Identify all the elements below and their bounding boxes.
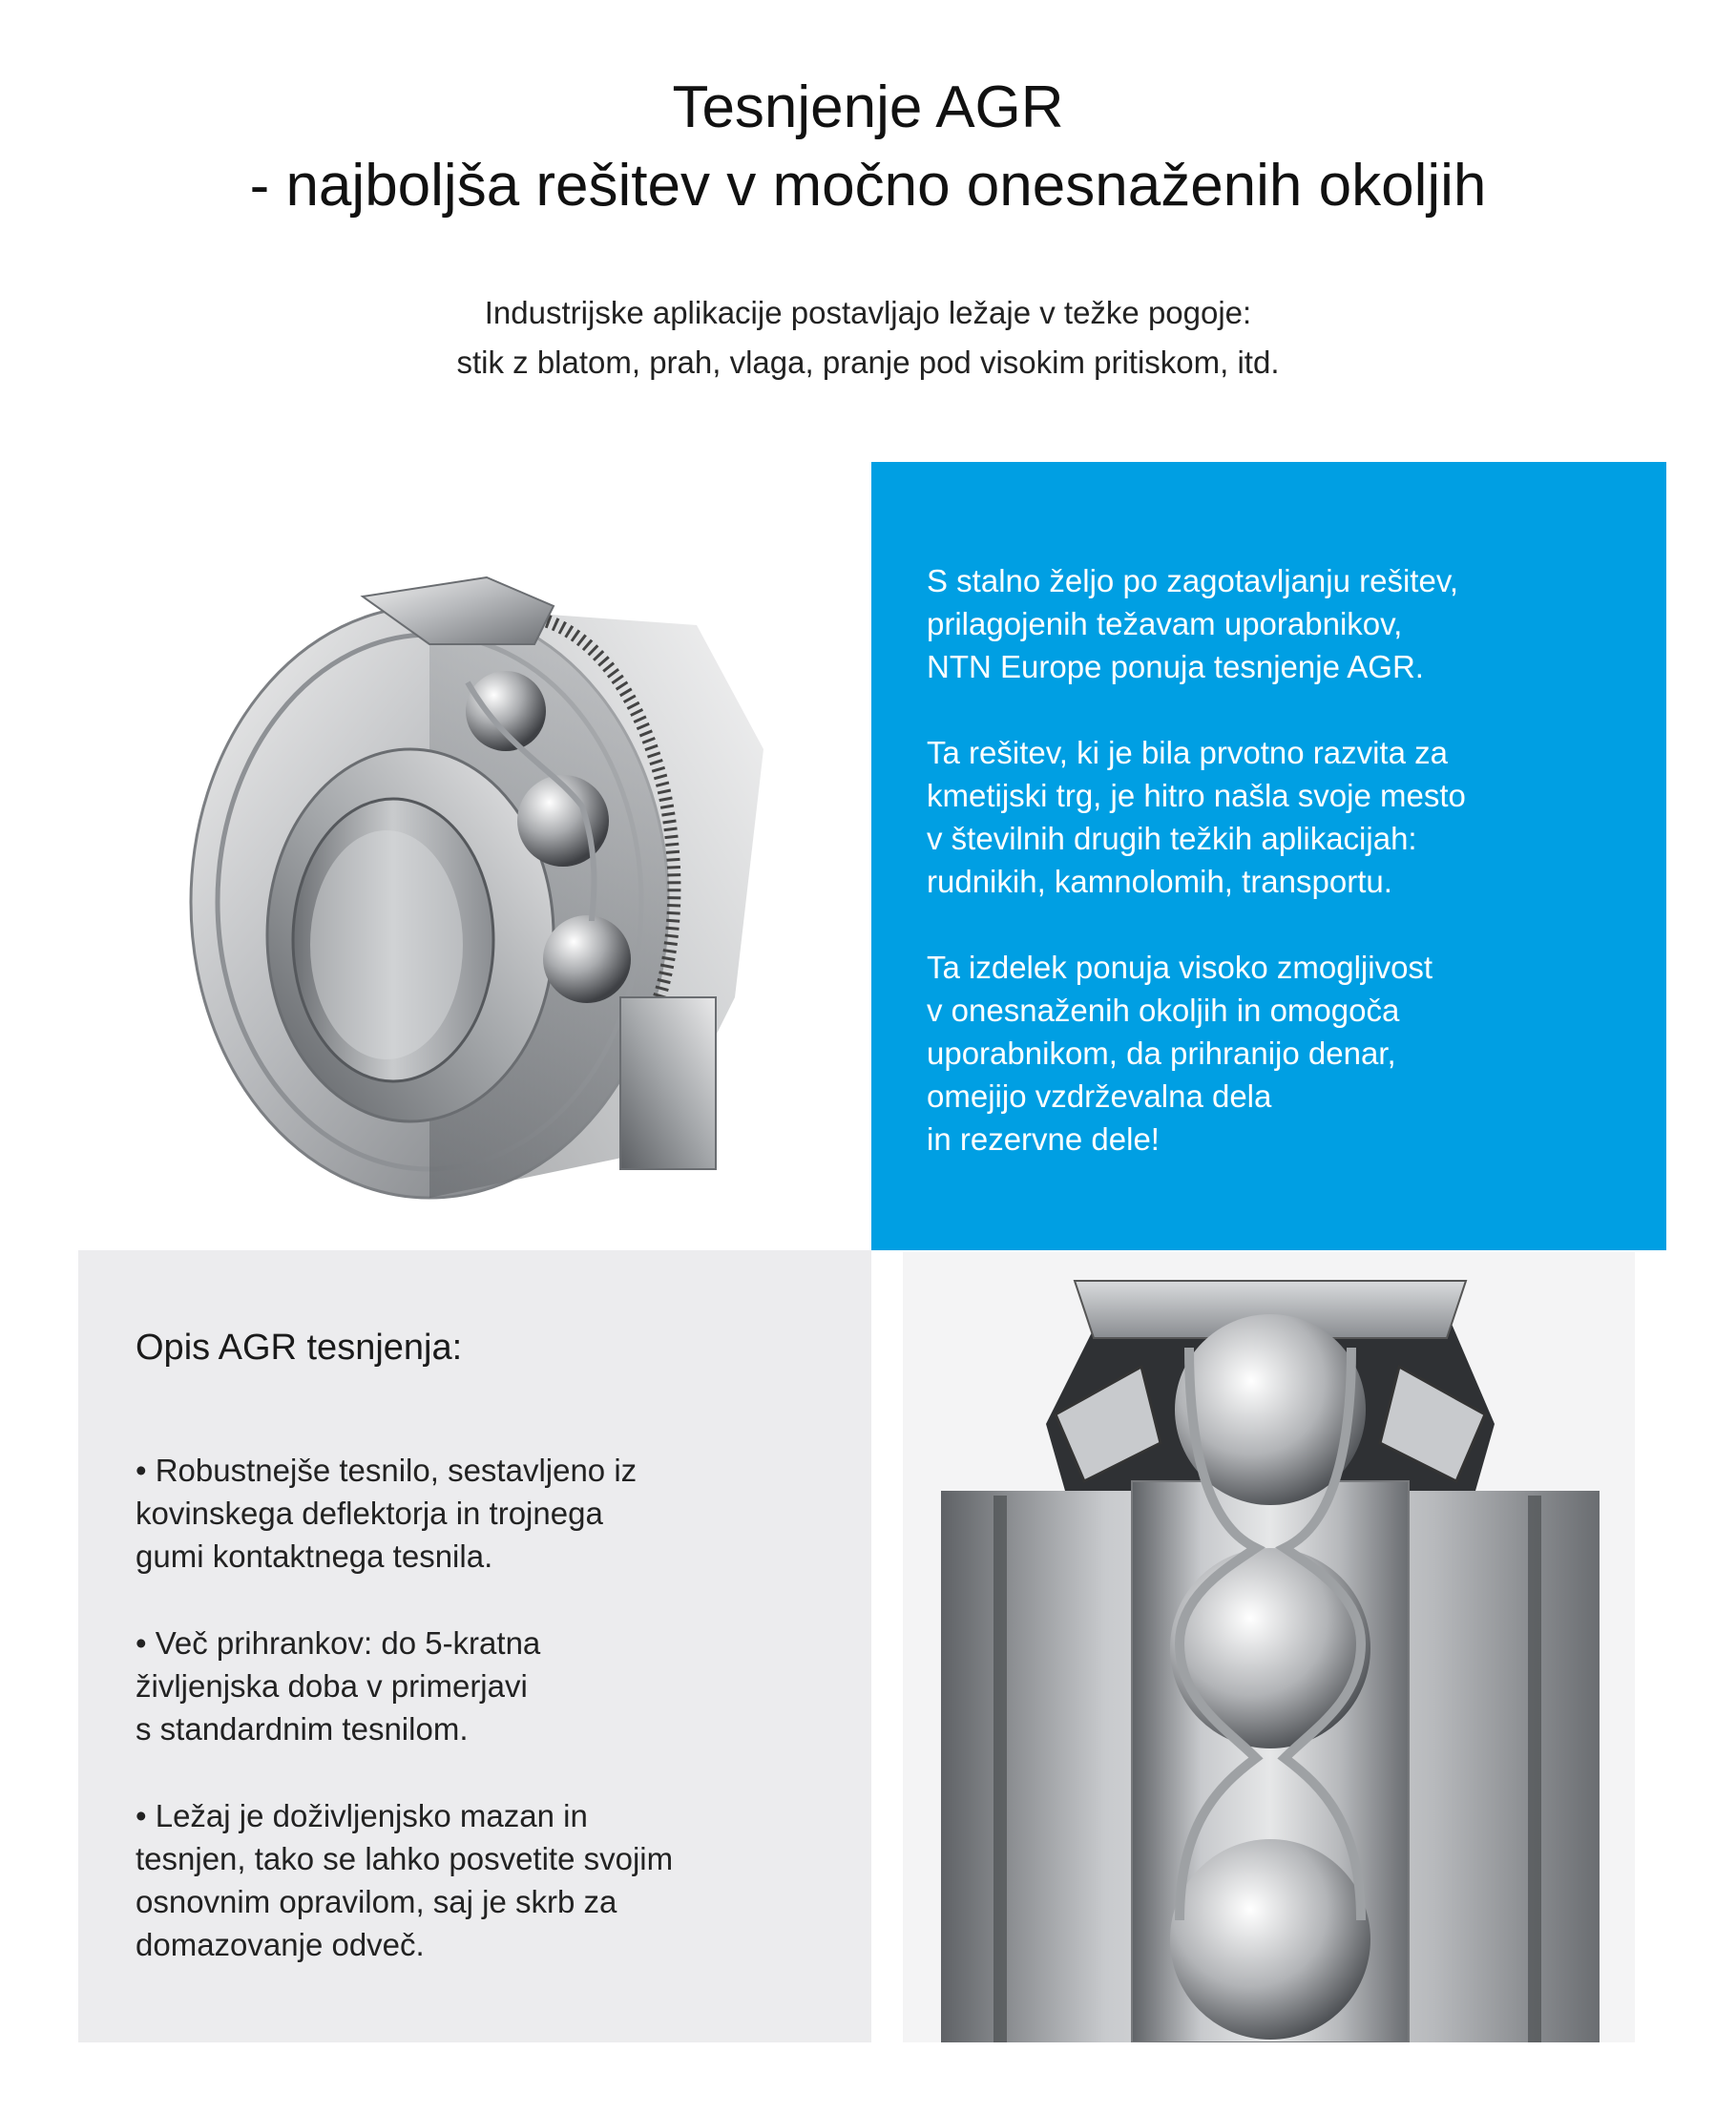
info-paragraph-1: S stalno željo po zagotavljanju rešitev, prilagojenih težavam uporabnikov, NTN Europe ponuja tesnjenje AGR. [927, 563, 1459, 684]
description-bullet-3: • Ležaj je doživljenjsko mazan in tesnjen, tako se lahko posvetite svojim osnovnim opravilom, saj je skrb za domazovanje odveč. [136, 1798, 674, 1962]
description-heading: Opis AGR tesnjenja: [136, 1328, 463, 1368]
bearing-unit-image [143, 463, 811, 1217]
info-paragraph-3: Ta izdelek ponuja visoko zmogljivost v onesnaženih okoljih in omogoča uporabnikom, da prihranijo denar, omejijo vzdrževalna dela in rezervne dele! [927, 950, 1433, 1157]
description-bullet-1: • Robustnejše tesnilo, sestavljeno iz kovinskega deflektorja in trojnega gumi kontaktnega tesnila. [136, 1453, 638, 1574]
intro-text [0, 288, 1736, 387]
bearing-cross-section-image [903, 1252, 1635, 2042]
info-panel [871, 462, 1666, 1250]
description-panel [78, 1250, 871, 2042]
description-bullet-2: • Več prihrankov: do 5-kratna življenjska doba v primerjavi s standardnim tesnilom. [136, 1625, 541, 1747]
page-title [0, 69, 1736, 225]
info-paragraph-2: Ta rešitev, ki je bila prvotno razvita za kmetijski trg, je hitro našla svoje mesto v številnih drugih težkih aplikacijah: rudnikih, kamnolomih, transportu. [927, 735, 1466, 899]
intro-line-2: stik z blatom, prah, vlaga, pranje pod visokim pritiskom, itd. [456, 345, 1280, 380]
title-line-2: - najboljša rešitev v močno onesnaženih okoljih [249, 153, 1487, 219]
intro-line-1: Industrijske aplikacije postavljajo ležaje v težke pogoje: [484, 295, 1252, 330]
title-line-1: Tesnjenje AGR [672, 74, 1064, 140]
